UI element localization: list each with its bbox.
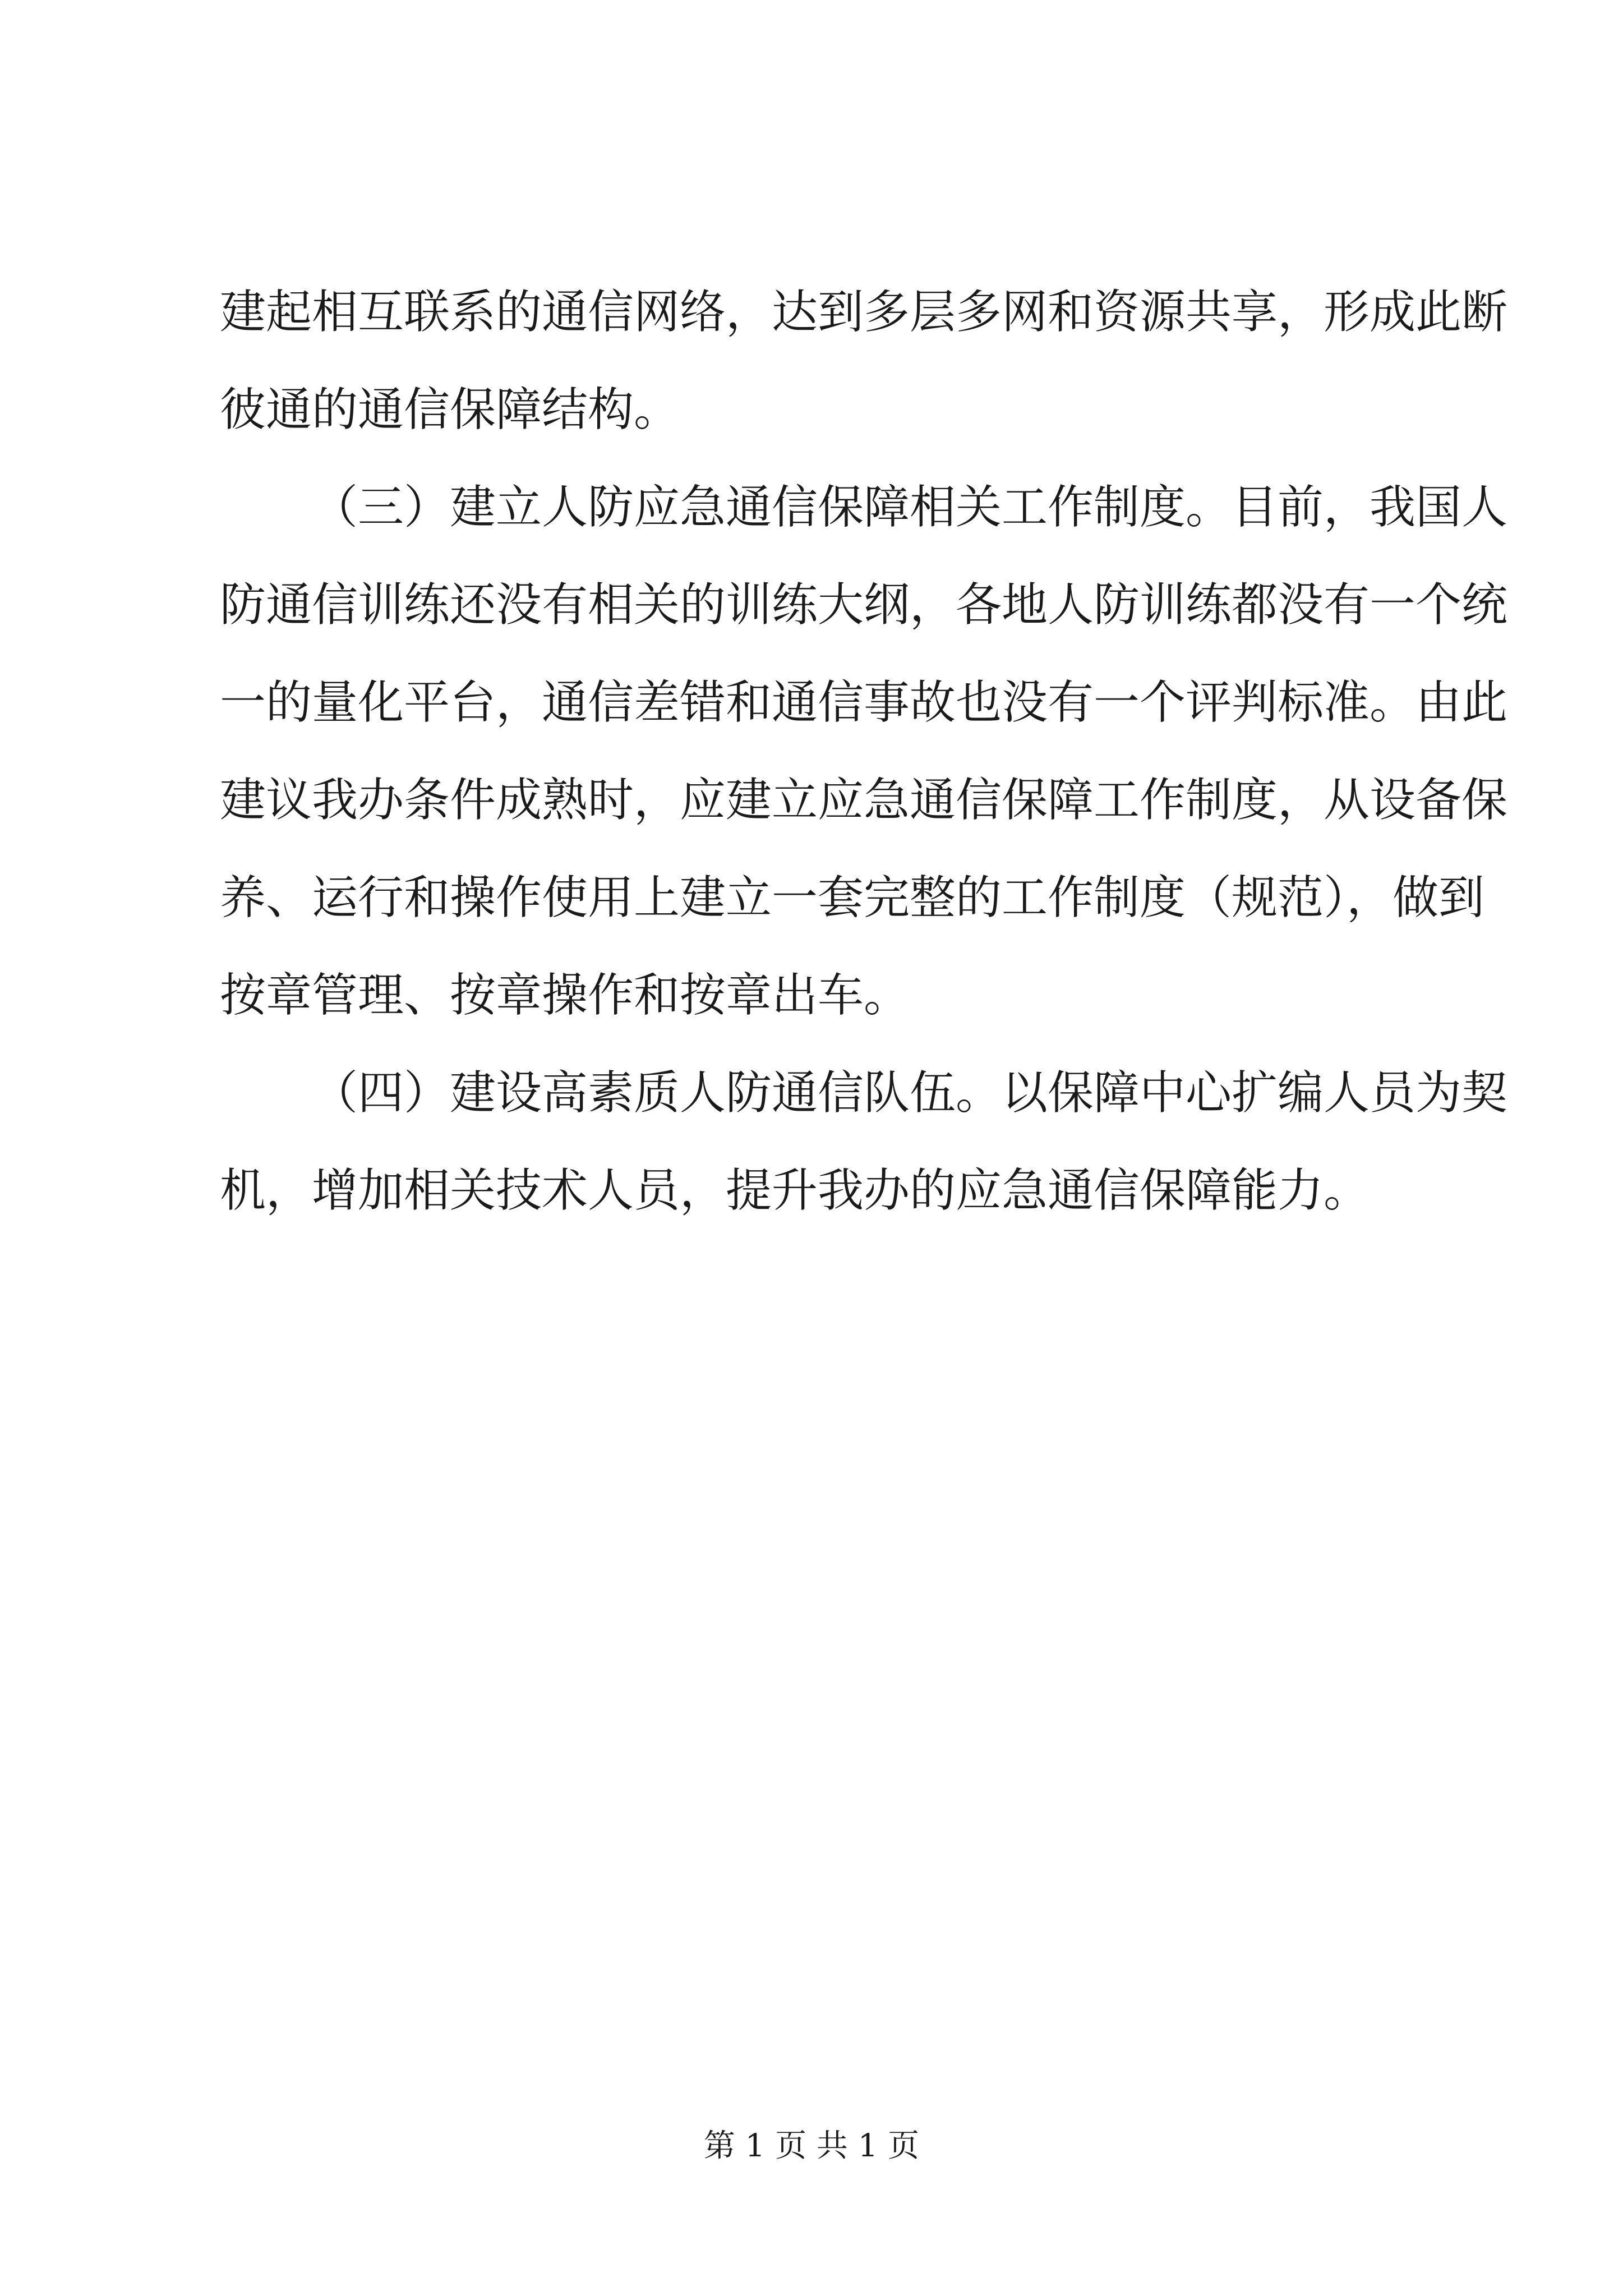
paragraph-line: 建起相互联系的通信网络，达到多层多网和资源共享，形成此断	[220, 286, 1508, 339]
paragraph-line: （四）建设高素质人防通信队伍。以保障中心扩编人员为契	[312, 1066, 1508, 1120]
paragraph-line: 机，增加相关技术人员，提升我办的应急通信保障能力。	[220, 1164, 1370, 1217]
page-number-footer: 第 1 页 共 1 页	[703, 2128, 920, 2164]
paragraph-line: 一的量化平台，通信差错和通信事故也没有一个评判标准。由此	[220, 676, 1508, 729]
paragraph-line: 彼通的通信保障结构。	[220, 383, 680, 436]
paragraph-line: 防通信训练还没有相关的训练大纲，各地人防训练都没有一个统	[220, 578, 1508, 632]
body-text	[220, 264, 1508, 1240]
paragraph-line: （三）建立人防应急通信保障相关工作制度。目前，我国人	[312, 481, 1508, 534]
paragraph-line: 按章管理、按章操作和按章出车。	[220, 969, 910, 1022]
paragraph-line: 养、运行和操作使用上建立一套完整的工作制度（规范），做到	[220, 871, 1485, 924]
paragraph-line: 建议我办条件成熟时，应建立应急通信保障工作制度，从设备保	[220, 774, 1508, 827]
